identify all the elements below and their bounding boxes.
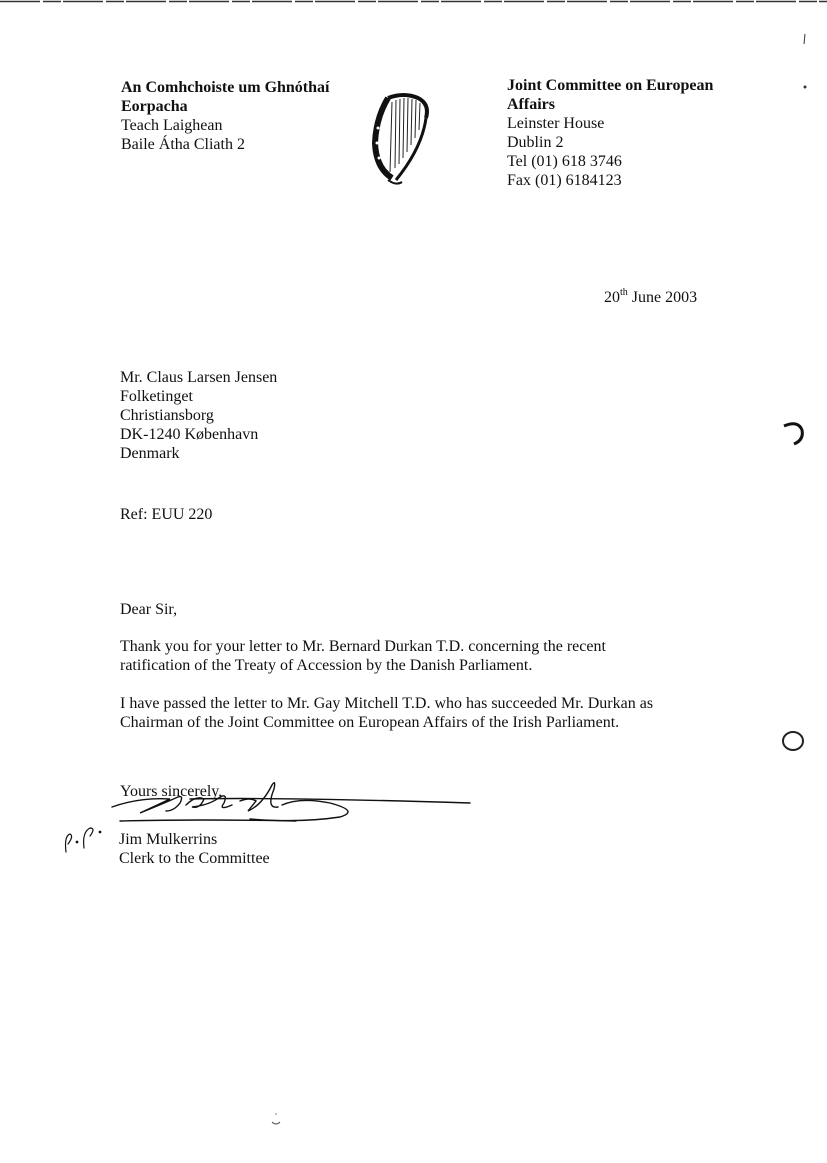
- telephone: Tel (01) 618 3746: [507, 153, 622, 170]
- signer-block: [119, 830, 270, 868]
- reference: Ref: EUU 220: [120, 506, 213, 523]
- handwritten-signature-icon: [100, 775, 490, 835]
- date-suffix: th: [620, 286, 628, 298]
- closing: Yours sincerely,: [120, 783, 223, 800]
- letter-date: [604, 288, 697, 307]
- date-day: 20: [604, 289, 620, 306]
- recipient-name: Mr. Claus Larsen Jensen: [120, 369, 278, 386]
- body-paragraph-1: [120, 637, 720, 675]
- handwritten-pp-icon: [60, 822, 110, 858]
- harp-emblem-icon: [366, 88, 440, 188]
- recipient-country: Denmark: [120, 445, 180, 462]
- recipient-line4: DK-1240 København: [120, 426, 259, 443]
- para2-line1: I have passed the letter to Mr. Gay Mitchell T.D. who has succeeded Mr. Durkan as: [120, 695, 654, 712]
- recipient-line3: Christiansborg: [120, 407, 214, 424]
- recipient-line2: Folketinget: [120, 388, 193, 405]
- address-irish-line2: Baile Átha Cliath 2: [121, 136, 245, 153]
- scan-top-edge: [0, 0, 827, 4]
- address-english-line1: Leinster House: [507, 115, 605, 132]
- committee-name-irish-line1: An Comhchoiste um Ghnóthaí: [121, 79, 330, 96]
- committee-name-english-line1: Joint Committee on European: [507, 77, 714, 94]
- signer-title: Clerk to the Committee: [119, 850, 270, 867]
- body-paragraph-2: [120, 694, 720, 732]
- para1-line1: Thank you for your letter to Mr. Bernard Durkan T.D. concerning the recent: [120, 638, 606, 655]
- punch-hole-mark: [778, 726, 808, 756]
- fax: Fax (01) 6184123: [507, 172, 622, 189]
- address-english-line2: Dublin 2: [507, 134, 564, 151]
- date-rest: June 2003: [631, 289, 698, 306]
- salutation: Dear Sir,: [120, 601, 178, 618]
- punch-hole-mark: [778, 418, 808, 448]
- recipient-address: [120, 368, 277, 463]
- letterhead-english: [507, 76, 767, 190]
- para1-line2: ratification of the Treaty of Accession by the Danish Parliament.: [120, 657, 533, 674]
- committee-name-irish-line2: Eorpacha: [121, 98, 188, 115]
- scan-dot-mark: [802, 84, 808, 90]
- committee-name-english-line2: Affairs: [507, 96, 555, 113]
- address-irish-line1: Teach Laighean: [121, 117, 223, 134]
- para2-line2: Chairman of the Joint Committee on European Affairs of the Irish Parliament.: [120, 714, 620, 731]
- scan-speck-mark: [268, 1110, 284, 1128]
- letterhead-irish: [121, 78, 361, 154]
- signer-name: Jim Mulkerrins: [119, 831, 218, 848]
- scan-speck-mark: [800, 32, 810, 48]
